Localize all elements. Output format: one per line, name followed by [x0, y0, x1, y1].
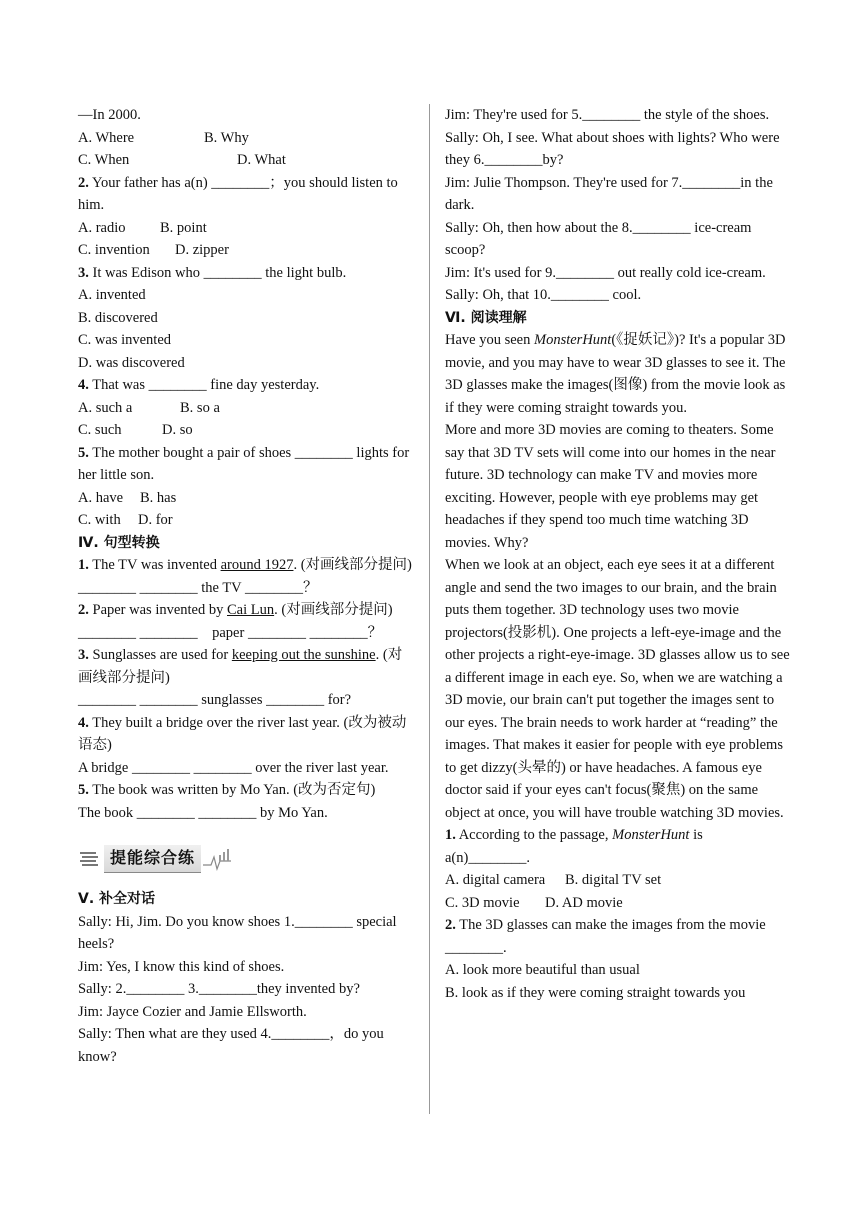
- answer-blank[interactable]: A bridge ________ ________ over the river last year.: [78, 759, 389, 776]
- dialog-line: Sally: 2.________ 3.________they invented by?: [78, 981, 360, 997]
- dialog-line: Sally: Then what are they used 4.________，do you know?: [78, 1026, 384, 1065]
- option-row: [78, 127, 416, 150]
- option-c[interactable]: C. such: [78, 422, 122, 438]
- dialog-line: Sally: Oh, that 10.________ cool.: [445, 287, 642, 303]
- option-d[interactable]: D. zipper: [175, 242, 229, 258]
- option-row: [78, 397, 416, 420]
- dialog-line: Jim: They're used for 5.________ the style of the shoes.: [445, 107, 770, 123]
- option-row: [78, 509, 416, 532]
- option-c[interactable]: C. with: [78, 512, 121, 528]
- question-text: Your father has a(n) ________；you should listen to him.: [78, 174, 398, 213]
- dialog-line: Sally: Oh, I see. What about shoes with lights? Who were they 6.________by?: [445, 129, 780, 168]
- option-a[interactable]: A. radio: [78, 219, 126, 236]
- option-b[interactable]: B. digital TV set: [565, 872, 662, 888]
- question-number: 2.: [78, 174, 89, 191]
- dialog-line: Sally: Oh, then how about the 8.________ ice-cream scoop?: [445, 219, 752, 258]
- transform-5: 5. The book was written by Mo Yan. (改为否定句): [78, 782, 376, 798]
- answer-blank[interactable]: The book ________ ________ by Mo Yan.: [78, 804, 328, 821]
- left-column: [78, 104, 416, 1068]
- passage-paragraph-3: When we look at an object, each eye sees it at a different angle and send the two images to our brain, and the brain puts them together. 3D technology uses two movie projectors(投影机). One projects a left-eye-image and the other projects a right-eye-image. 3D glasses allow us to see a different image in each eye. So, when we are watching a 3D movie, our brain can't put together the images sent to our eyes. The brain needs to work harder at “reading” the images. That makes it easier for people with eye problems to get dizzy(头晕的) or have headaches. A famous eye doctor said if your eyes can't focus(聚焦) on the same object at once, you will have trouble watching 3D movies.: [445, 557, 790, 821]
- option-c[interactable]: C. When: [78, 152, 130, 168]
- option-a[interactable]: A. look more beautiful than usual: [445, 962, 640, 978]
- passage-paragraph-1: Have you seen MonsterHunt(《捉妖记》)? It's a popular 3D movie, and you may have to wear 3D glasses to see it. The 3D glasses make the images(图像) from the movie look as if they were coming straight towards you.: [445, 332, 786, 416]
- transform-1: 1. The TV was invented around 1927. (对画线部分提问): [78, 557, 412, 573]
- question-number: 2.: [445, 917, 456, 933]
- question-5: [78, 442, 416, 487]
- option-b[interactable]: B. Why: [204, 129, 249, 146]
- question-2: [78, 172, 416, 217]
- question-text: That was ________ fine day yesterday.: [92, 377, 320, 393]
- question-number: 1.: [445, 827, 456, 843]
- dialog-line: Sally: Hi, Jim. Do you know shoes 1.________ special heels?: [78, 913, 397, 952]
- dialog-line: Jim: Yes, I know this kind of shoes.: [78, 958, 285, 975]
- option-a[interactable]: A. such a: [78, 399, 133, 416]
- option-b[interactable]: B. has: [140, 489, 177, 506]
- section-4-title: Ⅳ. 句型转换: [78, 534, 160, 551]
- option-b[interactable]: B. look as if they were coming straight towards you: [445, 984, 746, 1001]
- question-number: 4.: [78, 377, 89, 393]
- reading-question-2: 2. The 3D glasses can make the images from the movie ________.: [445, 917, 766, 956]
- question-text: The mother bought a pair of shoes ________ lights for her little son.: [78, 444, 410, 483]
- option-d[interactable]: D. was discovered: [78, 354, 185, 371]
- question-number: 2.: [78, 602, 89, 618]
- passage-paragraph-2: More and more 3D movies are coming to theaters. Some say that 3D TV sets will come into our homes in the near future. 3D technology can make TV and movies more exciting. However, people with eye problems may get headaches if they spend too much time watching 3D movies. Why?: [445, 422, 776, 551]
- dialog-line: Jim: Jayce Cozier and Jamie Ellsworth.: [78, 1003, 307, 1020]
- banner-title: 提能综合练: [104, 845, 201, 873]
- option-row: [78, 217, 416, 240]
- answer-blank[interactable]: ________ ________ the TV ________？: [78, 579, 318, 596]
- option-d[interactable]: D. so: [162, 422, 193, 438]
- underlined-text: keeping out the sunshine: [231, 647, 376, 663]
- section-5-title: Ⅴ. 补全对话: [78, 891, 156, 907]
- option-row: [445, 892, 790, 915]
- movie-title: MonsterHunt: [533, 332, 612, 348]
- stripes-icon: [78, 850, 100, 868]
- option-d[interactable]: D. AD movie: [545, 894, 623, 911]
- question-number: 3.: [78, 264, 89, 281]
- question-text: It was Edison who ________ the light bulb.: [92, 264, 347, 281]
- answer-blank[interactable]: ________ ________ paper ________ ________？: [78, 624, 383, 641]
- dialog-line: Jim: It's used for 9.________ out really cold ice-cream.: [445, 264, 766, 281]
- question-number: 4.: [78, 714, 89, 731]
- transform-3: 3. Sunglasses are used for keeping out the sunshine. (对画线部分提问): [78, 647, 403, 686]
- column-divider: [429, 104, 430, 1114]
- option-d[interactable]: D. for: [138, 512, 173, 528]
- option-d[interactable]: D. What: [237, 152, 286, 168]
- question-number: 5.: [78, 444, 89, 461]
- option-row: [445, 869, 790, 892]
- question-number: 3.: [78, 647, 89, 663]
- option-c[interactable]: C. was invented: [78, 332, 172, 348]
- option-a[interactable]: A. invented: [78, 287, 146, 303]
- underlined-text: around 1927: [220, 557, 294, 573]
- option-a[interactable]: A. digital camera: [445, 872, 546, 888]
- option-b[interactable]: B. discovered: [78, 309, 158, 326]
- dialog-line: Jim: Julie Thompson. They're used for 7.________in the dark.: [445, 174, 773, 213]
- option-a[interactable]: A. have: [78, 489, 124, 506]
- option-b[interactable]: B. point: [160, 219, 207, 236]
- option-a[interactable]: A. Where: [78, 129, 135, 146]
- transform-2: 2. Paper was invented by Cai Lun. (对画线部分提问): [78, 602, 393, 618]
- transform-4: 4. They built a bridge over the river last year. (改为被动语态): [78, 714, 407, 753]
- chart-pulse-icon: [203, 847, 231, 871]
- question-number: 1.: [78, 557, 89, 573]
- option-row: [78, 149, 416, 172]
- section-banner: [78, 836, 416, 882]
- option-c[interactable]: C. invention: [78, 242, 150, 258]
- question-4: [78, 374, 416, 397]
- reading-question-1: 1. According to the passage, MonsterHunt is a(n)________.: [445, 827, 703, 866]
- option-row: [78, 487, 416, 510]
- section-6-title: Ⅵ. 阅读理解: [445, 309, 527, 326]
- option-row: [78, 239, 416, 262]
- option-c[interactable]: C. 3D movie: [445, 894, 520, 911]
- underlined-text: Cai Lun: [227, 602, 275, 618]
- question-number: 5.: [78, 782, 89, 798]
- option-row: [78, 419, 416, 442]
- question-3: [78, 262, 416, 285]
- right-column: [445, 104, 790, 1004]
- answer-blank[interactable]: ________ ________ sunglasses ________ for?: [78, 692, 352, 708]
- option-b[interactable]: B. so a: [180, 399, 220, 416]
- answer-line: —In 2000.: [78, 107, 141, 123]
